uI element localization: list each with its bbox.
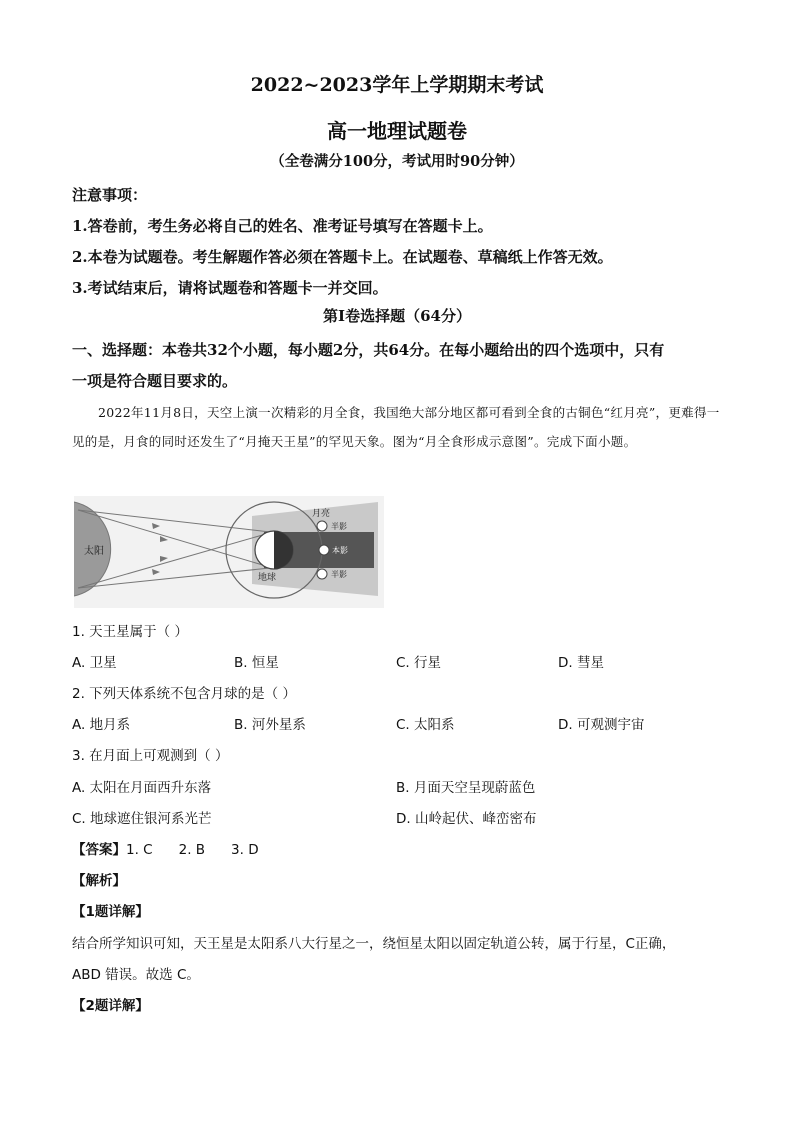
answer-2: 2. B [178, 842, 206, 858]
answer-3: 3. D [231, 842, 259, 858]
notice-item-2: 2.本卷为试题卷。考生解题作答必须在答题卡上。在试题卷、草稿纸上作答无效。 [72, 248, 613, 266]
notice-item-1: 1.答卷前，考生务必将自己的姓名、准考证号填写在答题卡上。 [72, 217, 493, 235]
q3-option-c: C. 地球遮住银河系光芒 [72, 811, 212, 827]
notice-item-3: 3.考试结束后，请将试题卷和答题卡一并交回。 [72, 279, 388, 297]
part-one-line-1: 一、选择题：本卷共32个小题，每小题2分，共64分。在每小题给出的四个选项中，只有 [72, 341, 665, 359]
q2-option-a: A. 地月系 [72, 717, 131, 733]
eclipse-diagram [74, 496, 384, 608]
label-umbra: 本影 [332, 546, 348, 555]
moon-upper [317, 521, 327, 531]
detail-1-tag: 【1题详解】 [72, 904, 149, 920]
exam-subtitle: 高一地理试题卷 [327, 119, 467, 143]
analysis-tag: 【解析】 [72, 873, 126, 889]
label-earth: 地球 [258, 573, 277, 583]
exam-title: 2022~2023学年上学期期末考试 [250, 74, 544, 96]
q1-option-b: B. 恒星 [234, 655, 279, 671]
detail-1-line-2: ABD 错误。故选 C。 [72, 967, 200, 983]
moon-lower [317, 569, 327, 579]
answer-1: 1. C [126, 842, 153, 858]
exam-score-note: （全卷满分100分，考试用时90分钟） [270, 153, 524, 170]
section-title: 第Ⅰ卷选择题（64分） [323, 307, 471, 325]
question-1-stem: 1. 天王星属于（ ） [72, 624, 188, 640]
answer-tag: 【答案】 [72, 842, 126, 858]
question-2-stem: 2. 下列天体系统不包含月球的是（ ） [72, 686, 296, 702]
answer-line [72, 838, 259, 858]
label-penumbra-bottom: 半影 [331, 570, 347, 579]
label-moon: 月亮 [312, 509, 331, 519]
moon-middle [319, 545, 329, 555]
label-penumbra-top: 半影 [331, 522, 347, 531]
q3-option-d: D. 山岭起伏、峰峦密布 [396, 811, 537, 827]
q1-option-c: C. 行星 [396, 655, 442, 671]
q2-option-d: D. 可观测宇宙 [558, 717, 645, 733]
lunar-eclipse-figure [74, 496, 384, 612]
q3-option-a: A. 太阳在月面西升东落 [72, 780, 212, 796]
detail-2-tag: 【2题详解】 [72, 998, 149, 1014]
q3-option-b: B. 月面天空呈现蔚蓝色 [396, 780, 536, 796]
q2-option-c: C. 太阳系 [396, 717, 455, 733]
question-3-stem: 3. 在月面上可观测到（ ） [72, 748, 229, 764]
passage: 2022年11月8日，天空上演一次精彩的月全食，我国绝大部分地区都可看到全食的古铜色“红月亮”，更难得一见的是，月食的同时还发生了“月掩天王星”的罕见天象。图为“月全食形成示意图”。完成下面小题。 [72, 405, 720, 449]
q2-option-b: B. 河外星系 [234, 717, 306, 733]
q1-option-d: D. 彗星 [558, 655, 604, 671]
notice-heading: 注意事项： [72, 186, 148, 204]
part-one-line-2: 一项是符合题目要求的。 [72, 372, 238, 390]
q1-option-a: A. 卫星 [72, 655, 117, 671]
label-sun: 太阳 [84, 546, 104, 557]
detail-1-line-1: 结合所学知识可知，天王星是太阳系八大行星之一，绕恒星太阳以固定轨道公转，属于行星，C正确， [72, 936, 676, 952]
